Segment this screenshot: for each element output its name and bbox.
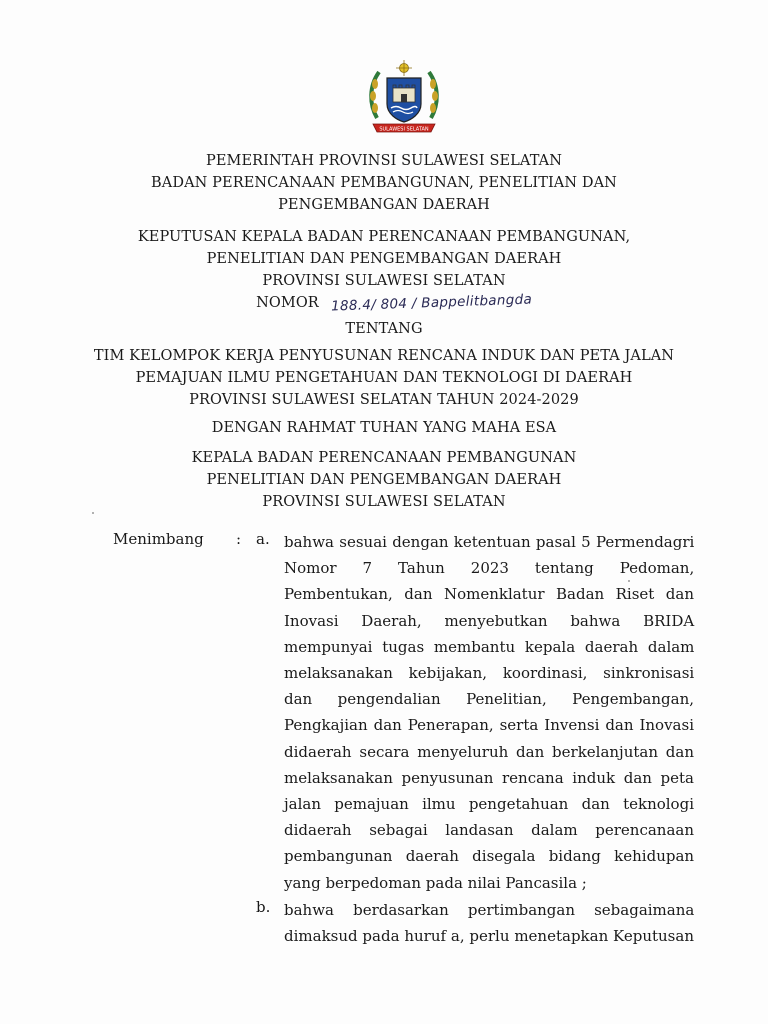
header-line-1: PEMERINTAH PROVINSI SULAWESI SELATAN xyxy=(205,153,563,169)
item-b-paragraph xyxy=(284,897,694,949)
item-a-line: Pengkajian dan Penerapan, serta Invensi dan Inovasi xyxy=(284,716,694,735)
item-a-line: mempunyai tugas membantu kepala daerah dalam xyxy=(284,637,695,656)
item-a-line: Nomor 7 Tahun 2023 tentang Pedoman, xyxy=(284,559,695,578)
item-a-line: yang berpedoman pada nilai Pancasila ; xyxy=(284,873,587,892)
item-b-line: bahwa berdasarkan pertimbangan sebagaimana xyxy=(284,901,695,919)
item-b-line: dimaksud pada huruf a, perlu menetapkan Keputusan xyxy=(284,927,694,946)
item-a-letter: a. xyxy=(256,530,270,548)
decree-number-line xyxy=(0,292,768,314)
item-a-line: dan pengendalian Penelitian, Pengembangan, xyxy=(284,690,694,709)
menimbang-colon: : xyxy=(236,530,242,548)
item-a-paragraph xyxy=(284,529,694,896)
decree-number-handwritten: 188.4/ 804 / Bappelitbangda xyxy=(330,291,533,315)
item-a-line: pembangunan daerah disegala bidang kehidupan xyxy=(284,847,695,866)
subject-line-1: TIM KELOMPOK KERJA PENYUSUNAN RENCANA INDUK DAN PETA JALAN xyxy=(93,348,675,364)
tentang-text: TENTANG xyxy=(345,321,423,337)
authority-line-3: PROVINSI SULAWESI SELATAN xyxy=(262,494,506,510)
item-a-line: jalan pemajuan ilmu pengetahuan dan teknologi xyxy=(284,795,694,814)
issuing-authority xyxy=(0,447,768,513)
institution-header xyxy=(0,150,768,216)
item-b-letter: b. xyxy=(256,898,271,916)
subject-line-2: PEMAJUAN ILMU PENGETAHUAN DAN TEKNOLOGI DI DAERAH xyxy=(135,370,633,386)
item-a-line: Inovasi Daerah, menyebutkan bahwa BRIDA xyxy=(284,611,695,630)
decree-subject xyxy=(0,345,768,411)
scan-speck xyxy=(628,580,630,582)
decree-title xyxy=(0,226,768,314)
item-a-line: melaksanakan penyusunan rencana induk dan peta xyxy=(284,768,694,787)
header-line-3: PENGEMBANGAN DAERAH xyxy=(278,197,490,213)
scan-speck xyxy=(92,512,94,514)
item-a-line: didaerah sebagai landasan dalam perencanaan xyxy=(284,821,694,840)
item-a-line: melaksanakan kebijakan, koordinasi, sinkronisasi xyxy=(284,664,695,683)
decree-line-1: KEPUTUSAN KEPALA BADAN PERENCANAAN PEMBANGUNAN, xyxy=(137,229,631,245)
decree-number-label: NOMOR xyxy=(256,295,319,311)
subject-line-3: PROVINSI SULAWESI SELATAN TAHUN 2024-2029 xyxy=(189,392,579,408)
tentang-heading xyxy=(0,318,768,340)
provincial-emblem-icon xyxy=(363,56,445,138)
authority-line-2: PENELITIAN DAN PENGEMBANGAN DAERAH xyxy=(206,472,562,488)
invocation-text: DENGAN RAHMAT TUHAN YANG MAHA ESA xyxy=(211,420,557,436)
decree-line-2: PENELITIAN DAN PENGEMBANGAN DAERAH xyxy=(206,251,562,267)
authority-line-1: KEPALA BADAN PERENCANAAN PEMBANGUNAN xyxy=(191,450,577,466)
svg-text:SULAWESI SELATAN: SULAWESI SELATAN xyxy=(379,126,429,133)
menimbang-label: Menimbang xyxy=(113,530,204,548)
invocation xyxy=(0,417,768,439)
item-a-line: bahwa sesuai dengan ketentuan pasal 5 Permendagri xyxy=(284,533,695,551)
decree-line-3: PROVINSI SULAWESI SELATAN xyxy=(262,273,506,289)
item-a-line: Pembentukan, dan Nomenklatur Badan Riset dan xyxy=(284,585,694,604)
item-a-line: didaerah secara menyeluruh dan berkelanjutan dan xyxy=(284,742,694,761)
header-line-2: BADAN PERENCANAAN PEMBANGUNAN, PENELITIAN DAN xyxy=(151,175,617,191)
